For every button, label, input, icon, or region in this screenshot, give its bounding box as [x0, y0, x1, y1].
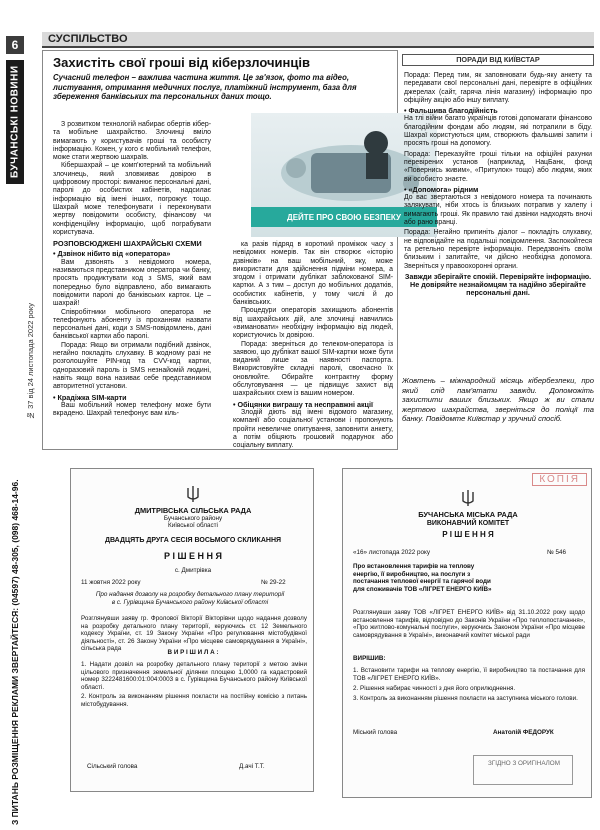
document-dmytrivka — [70, 468, 314, 792]
paragraph: Злодій діють від імені відомого магазину, компанії або соціальної установи і пропонують пройти невеличке опитування, заповнити анкету, а потім обіцяють грошовий подарунок або соціальну виплату. — [233, 408, 393, 450]
trident-emblem-icon — [186, 485, 200, 503]
doc-session: ДВАДЦЯТЬ ДРУГА СЕСІЯ ВОСЬМОГО СКЛИКАННЯ — [104, 537, 282, 544]
copy-stamp: КОПІЯ — [532, 473, 587, 486]
doc-subject: Про надання дозволу на розробку детального плану території в с. Гурівщина Бучанського району Київської області — [95, 591, 285, 606]
doc-item-1: 1. Надати дозвіл на розробку детального плану території з метою зміни цільового призначення земельної ділянки площею 1,0000 га кадастровий номер 3222481600:01:004:0003 в с. Гурівщина Бучанського району Київської області. — [81, 661, 307, 691]
section-label: СУСПІЛЬСТВО — [48, 33, 128, 45]
ads-contact: З ПИТАНЬ РОЗМІЩЕННЯ РЕКЛАМИ ЗВЕРТАЙТЕСЯ: (04597) 48-305, (098) 468-14-96. — [10, 479, 20, 825]
article-lead: Сучасний телефон – важлива частина життя. Це зв'язок, фото та відео, листування, отримання медичних послуг, платіжний інструмент, база для збереження банківських та персональних даних тощо. — [53, 73, 357, 102]
right-column-header: ПОРАДИ ВІД КИЇВСТАР — [402, 54, 594, 66]
doc-committee: ВИКОНАВЧИЙ КОМІТЕТ — [426, 520, 510, 527]
article-column-1 — [53, 121, 211, 418]
doc-place: с. Дмитрівка — [174, 567, 212, 574]
bullet-heading: • Крадіжка SIM-карти — [53, 392, 127, 402]
article — [42, 50, 401, 450]
bullet-heading: • Обіцянки виграшу та несправжні акції — [233, 399, 373, 409]
paragraph: Ваш мобільний номер телефону може бути вкрадено. Шахрай телефонує вам кіль- — [53, 401, 211, 418]
paragraph: З розвитком технологій набирає обертів кібер- та мобільне шахрайство. Злочинці вміло вимагають у користувачів гроші та особисту інформацію. Кожен, у кого є мобільний телефон, може стати жертвою шахраїв. — [53, 121, 211, 162]
page-number: 6 — [6, 36, 24, 54]
article-title: Захистіть свої гроші від кіберзлочинців — [53, 55, 310, 70]
doc-resolved: В И Р І Ш И Л А : — [167, 649, 219, 656]
stamp-text: ЗГІДНО З ОРИГІНАЛОМ — [488, 760, 560, 767]
doc-number: № 546 — [547, 549, 567, 556]
doc-body: Розглянувши заяву гр. Фролової Вікторії Вікторівни щодо надання дозволу на розробку детального плану території, керуючись ст. 12 Земельного кодексу України, ст. 19 Закону України «Про регулювання містобудівної діяльності», ст. 26 Закону України «Про місцеве самоврядування в Україні», сільська рада — [81, 615, 307, 653]
doc-number: № 29-22 — [261, 579, 286, 586]
paragraph: Кібершахрай – це комп'ютерний та мобільний злочинець, який зловживає довірою в цифровому просторі: виманює персональні дані, паролі до особистих кабінетів, надсилає інформацію від імені інших, погрожує тощо. Шахрай може телефонувати і переконувати жертву повідомити особисту, фінансову чи конфіденційну інформацію, щоб пограбувати користувача. — [53, 162, 211, 236]
paragraph: До вас звертаються з невідомого номера та починають залякувати, ніби хтось із близьких потрапив у халепу і вимагають гроші. Як правило такі дзвінки надходять вночі або рано вранці. — [404, 194, 592, 227]
doc-org: БУЧАНСЬКА МІСЬКА РАДА — [418, 510, 518, 519]
issue-info: № 37 від 24 листопада 2022 року — [26, 303, 35, 420]
paragraph: Вам дзвонять з невідомого номера, називаються представником оператора чи банку, просять продиктувати код з SMS, який вам попередньо було відправлено, або вимагають повідомити паролі до банківських карток. Це – шахрай! — [53, 258, 211, 308]
paragraph: Порада: Переказуйте гроші тільки на офіційні рахунки перевірених установ (наприклад, НацБанк, фонд «Повернись живим», «Притулок» тощо) або людям, яких ви особисто знаєте. — [404, 150, 592, 183]
doc-item-2: 2. Рішення набирає чинності з дня його оприлюднення. — [353, 685, 516, 692]
bullet-heading: • «Допомога» рідним — [404, 184, 479, 194]
doc-sign-name: Д.ачі Т.Т. — [239, 763, 265, 770]
doc-sign-label: Міський голова — [353, 729, 398, 736]
doc-date: «16» листопада 2022 року — [353, 549, 430, 556]
trident-emblem-icon — [461, 489, 475, 507]
approval-stamp — [473, 755, 573, 785]
bullet-heading: • Дзвінок нібито від «оператора» — [53, 249, 171, 259]
promo-banner: ДЕЙТЕ ПРО СВОЮ БЕЗПЕКУ — [251, 207, 437, 227]
right-column-text — [404, 72, 592, 300]
article-column-2 — [233, 241, 393, 450]
doc-sign-label: Сільський голова — [87, 763, 138, 770]
section-header-bar — [42, 32, 594, 48]
paragraph: На тлі війни багато українців готові допомагати фінансово благодійним фондам або людям, які потрапили в біду. Шахраї користуються цим, створюють фальшиві запити і просять гроші на допомогу. — [404, 115, 592, 148]
paragraph: Співробітники мобільного оператора не телефонують абоненту із проханням назвати персональні дані, коди з SMS-повідомлень, дані банківської картки або паролі. — [53, 308, 211, 341]
paragraph: Порада: зверніться до телеком-оператора із заявою, що дублікат вашої SIM-картки може бути виданий лише за наявності паспорта. Використовуйте складні паролі, своєчасно їх оновлюйте. Обирайте контрактну форму обслуговування — це підвищує захист від шахрайських схем із вашим номером. — [233, 340, 393, 398]
doc-region: Київської області — [168, 522, 218, 529]
paragraph: Порада: Негайно припиніть діалог – покладіть слухавку, не відповідайте на подальші повідомлення. Заспокойтеся та ретельно перевірте інформацію. Передзвоніть своїм близьким і запитайте, чи дійсно необхідна допомога. Зверніться у правоохоронні органи. — [404, 229, 592, 270]
paragraph: Порада: Якщо ви отримали подібний дзвінок, негайно покладіть слухавку. В жодному разі не розголошуйте PIN-код та CVV-код картки, одноразовий пароль із SMS незнайомій людині, навіть якщо вона називає себе представником авторитетної установи. — [53, 341, 211, 391]
doc-item-1: 1. Встановити тарифи на теплову енергію, її виробництво та постачання для ТОВ «ЛІГРЕТ ЕНЕРГО КИЇВ». — [353, 667, 585, 682]
doc-item-2: 2. Контроль за виконанням рішення покласти на постійну комісію з питань містобудування. — [81, 693, 307, 708]
doc-district: Бучанського району — [163, 515, 223, 522]
doc-org: ДМИТРІВСЬКА СІЛЬСЬКА РАДА — [134, 506, 252, 515]
right-column — [402, 50, 594, 450]
subheading: РОЗПОВСЮДЖЕНІ ШАХРАЙСЬКІ СХЕМИ — [53, 239, 202, 249]
paragraph: Процедури операторів захищають абонентів від шахрайських дій, але злочинці навчились «вимановати» необхідну інформацію від людей, користуючись їх довірою. — [233, 307, 393, 340]
doc-date: 11 жовтня 2022 року — [81, 579, 141, 586]
doc-body: Розглянувши заяву ТОВ «ЛІГРЕТ ЕНЕРГО КИЇВ» від 31.10.2022 року щодо встановлення тарифів, відповідно до Законів України «Про теплопостачання», «Про житлово-комунальні послуги», керуючись Законом України «Про місцеве самоврядування в Україні», виконавчий комітет міської ради — [353, 609, 585, 639]
warning-text: Завжди зберігайте спокій. Перевіряйте інформацію. Не довіряйте незнайомцям та надійно зберігайте персональні дані. — [404, 271, 592, 298]
paragraph: ка разів підряд в короткий проміжок часу з невідомих номерів. Так він створює «історію дзвінків» на ваш мобільний, яку, може використати для здійснення підміни номера, а згодом і отримати дублікат заблокованої SIM-картки. А з тим – доступ до мобільних додатків, особистих кабінетів, у тому числі й до банківських. — [233, 241, 393, 307]
doc-item-3: 3. Контроль за виконанням рішення покласти на заступника міського голови. — [353, 695, 578, 702]
doc-decision: Р І Ш Е Н Н Я — [442, 530, 494, 539]
doc-resolved: ВИРІШИВ: — [353, 655, 386, 662]
document-bucha — [342, 468, 592, 798]
closing-note: Жовтень – міжнародний місяць кібербезпеки, про який слід пам'ятати завжди. Допоможіть захистити ваших близьких. Якщо ж ви стали жертвою шахрайства, зверніться до поліції та банку. Повідомте Київстар у зручний спосіб. — [402, 376, 594, 424]
doc-decision: Р І Ш Е Н Н Я — [163, 551, 223, 561]
doc-subject: Про встановлення тарифів на теплову енергію, її виробництво, на послуги з постачання теплової енергії та гарячої води для споживачів ТОВ «ЛІГРЕТ ЕНЕРГО КИЇВ» — [353, 563, 492, 593]
doc-sign-name: Анатолій ФЕДОРУК — [493, 729, 554, 736]
paragraph: Порада: Перед тим, як заповнювати будь-яку анкету та передавати свої персональні дані, перевірте в офіційних джерелах (сайт, гаряча лінія магазину) інформацію про офіційну акцію або іншу виплату. — [404, 72, 592, 104]
bullet-heading: • Фальшива благодійність — [404, 106, 498, 116]
newspaper-logo: БУЧАНСЬКІ НОВИНИ — [6, 60, 24, 184]
side-strip — [4, 0, 38, 830]
